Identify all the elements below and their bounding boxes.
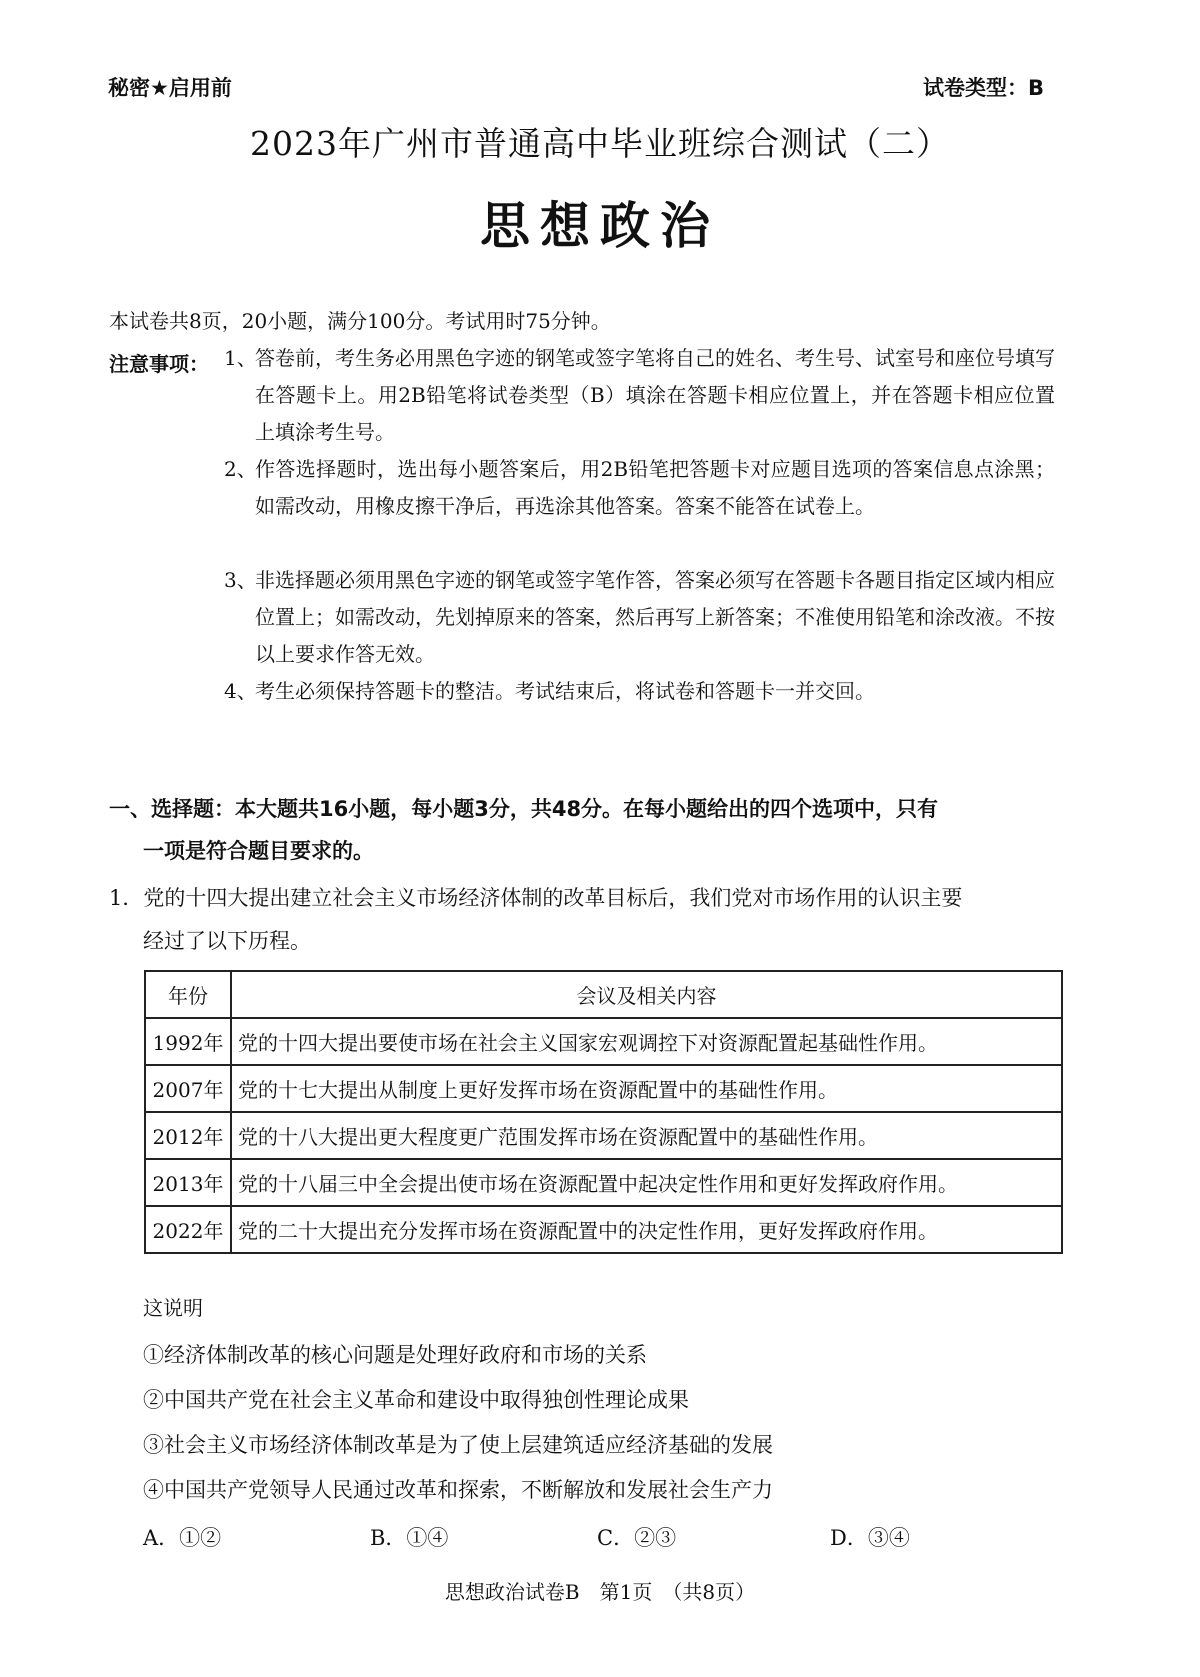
statement-option: ①经济体制改革的核心问题是处理好政府和市场的关系 bbox=[143, 1343, 647, 1367]
table-cell-content: 党的十八大提出更大程度更广范围发挥市场在资源配置中的基础性作用。 bbox=[231, 1112, 1062, 1159]
table-row bbox=[145, 1112, 1062, 1159]
note-number: 1、 bbox=[224, 346, 257, 370]
notes-label: 注意事项： bbox=[109, 352, 209, 376]
answer-choice-d: D．③④ bbox=[830, 1526, 910, 1550]
answer-choice-a: A．①② bbox=[143, 1526, 222, 1550]
answer-choice-b: B．①④ bbox=[370, 1526, 449, 1550]
table-row bbox=[145, 1018, 1062, 1065]
table-header-year: 年份 bbox=[145, 971, 231, 1018]
note-number: 3、 bbox=[224, 568, 257, 592]
page-footer: 思想政治试卷B 第1页 （共8页） bbox=[444, 1580, 756, 1604]
statement-option: ③社会主义市场经济体制改革是为了使上层建筑适应经济基础的发展 bbox=[143, 1433, 773, 1457]
exam-intro: 本试卷共8页，20小题，满分100分。考试用时75分钟。 bbox=[109, 309, 611, 333]
note-number: 2、 bbox=[224, 457, 257, 481]
table-cell-content: 党的二十大提出充分发挥市场在资源配置中的决定性作用，更好发挥政府作用。 bbox=[231, 1206, 1062, 1253]
table-cell-year: 2007年 bbox=[145, 1065, 231, 1112]
table-header-row bbox=[145, 971, 1062, 1018]
table-row bbox=[145, 1159, 1062, 1206]
note-item bbox=[224, 451, 1064, 525]
subject-title: 思想政治 bbox=[480, 197, 720, 255]
table-cell-year: 2012年 bbox=[145, 1112, 231, 1159]
question-1-text bbox=[109, 877, 1069, 963]
table-cell-year: 2022年 bbox=[145, 1206, 231, 1253]
note-text: 考生必须保持答题卡的整洁。考试结束后，将试卷和答题卡一并交回。 bbox=[255, 679, 875, 703]
question-stem: 这说明 bbox=[143, 1296, 203, 1320]
history-table bbox=[144, 970, 1063, 1254]
confidential-label: 秘密★启用前 bbox=[108, 76, 232, 100]
table-cell-content: 党的十七大提出从制度上更好发挥市场在资源配置中的基础性作用。 bbox=[231, 1065, 1062, 1112]
note-text: 作答选择题时，选出每小题答案后，用2B铅笔把答题卡对应题目选项的答案信息点涂黑；如需改动，用橡皮擦干净后，再选涂其他答案。答案不能答在试卷上。 bbox=[255, 457, 1055, 518]
answer-choice-c: C．②③ bbox=[597, 1526, 677, 1550]
statement-option: ④中国共产党领导人民通过改革和探索，不断解放和发展社会生产力 bbox=[143, 1478, 773, 1502]
table-cell-content: 党的十八届三中全会提出使市场在资源配置中起决定性作用和更好发挥政府作用。 bbox=[231, 1159, 1062, 1206]
note-text: 非选择题必须用黑色字迹的钢笔或签字笔作答，答案必须写在答题卡各题目指定区域内相应位置上；如需改动，先划掉原来的答案，然后再写上新答案；不准使用铅笔和涂改液。不按以上要求作答无效。 bbox=[255, 568, 1055, 666]
question-1-line2: 经过了以下历程。 bbox=[143, 929, 311, 953]
note-item bbox=[224, 673, 1064, 710]
note-number: 4、 bbox=[224, 679, 257, 703]
table-row bbox=[145, 1206, 1062, 1253]
question-1-line1: 1．党的十四大提出建立社会主义市场经济体制的改革目标后，我们党对市场作用的认识主要 bbox=[109, 886, 963, 910]
table-cell-content: 党的十四大提出要使市场在社会主义国家宏观调控下对资源配置起基础性作用。 bbox=[231, 1018, 1062, 1065]
exam-title: 2023年广州市普通高中毕业班综合测试（二） bbox=[250, 124, 950, 163]
paper-type-label: 试卷类型：B bbox=[923, 76, 1045, 100]
table-cell-year: 1992年 bbox=[145, 1018, 231, 1065]
section-heading-line2: 一项是符合题目要求的。 bbox=[143, 839, 374, 863]
note-text: 答卷前，考生务必用黑色字迹的钢笔或签字笔将自己的姓名、考生号、试室号和座位号填写在答题卡上。用2B铅笔将试卷类型（B）填涂在答题卡相应位置上，并在答题卡相应位置上填涂考生号。 bbox=[255, 346, 1055, 444]
note-item bbox=[224, 340, 1064, 451]
table-header-content: 会议及相关内容 bbox=[231, 971, 1062, 1018]
table-row bbox=[145, 1065, 1062, 1112]
table-cell-year: 2013年 bbox=[145, 1159, 231, 1206]
statement-option: ②中国共产党在社会主义革命和建设中取得独创性理论成果 bbox=[143, 1388, 689, 1412]
section-heading-line1: 一、选择题：本大题共16小题，每小题3分，共48分。在每小题给出的四个选项中，只有 bbox=[109, 797, 939, 821]
note-item bbox=[224, 562, 1064, 673]
section-heading bbox=[109, 788, 1069, 872]
